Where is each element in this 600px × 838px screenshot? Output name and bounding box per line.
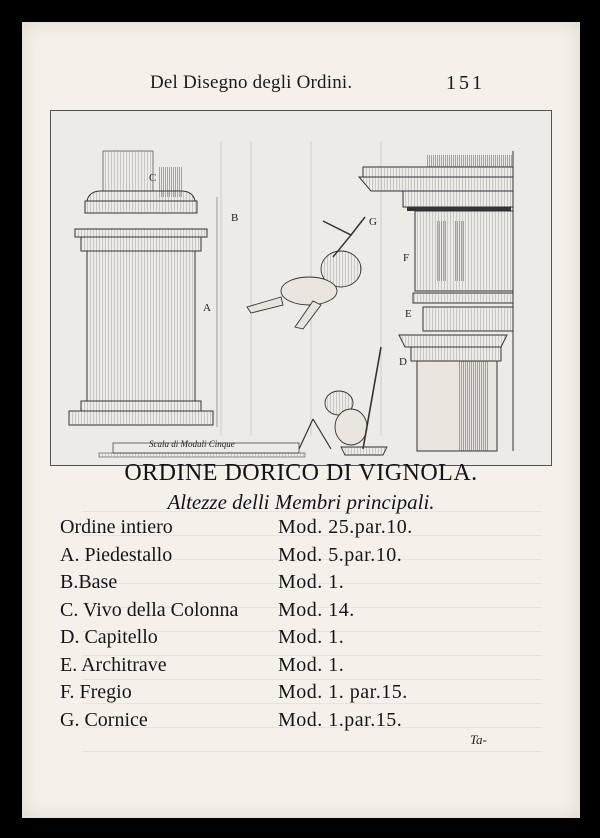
member-name: A. Piedestallo (60, 543, 173, 566)
member-measure: Mod. 25.par.10. (278, 516, 413, 538)
table-row (60, 654, 560, 682)
plate-letter-f: F (403, 252, 410, 264)
catchword: Ta- (470, 732, 487, 747)
flying-putto (247, 217, 365, 329)
member-name: C. Vivo della Colonna (60, 598, 239, 621)
table-row (60, 599, 560, 627)
plate-letter-d: D (399, 356, 407, 368)
member-measure: Mod. 14. (278, 598, 355, 621)
member-measure: Mod. 1. (278, 571, 345, 593)
table-row (60, 516, 560, 544)
pedestal-drawing (69, 151, 217, 427)
member-measure: Mod. 1. (278, 653, 345, 676)
book-page (22, 22, 580, 818)
member-name: F. Fregio (60, 681, 132, 703)
member-name: E. Architrave (60, 653, 167, 676)
member-measure: Mod. 1.par.15. (278, 708, 403, 731)
member-measure: Mod. 1. (278, 626, 345, 648)
table-row (60, 571, 560, 599)
table-row (60, 544, 560, 572)
member-name: B.Base (60, 571, 118, 593)
member-name: Ordine intiero (60, 516, 173, 538)
table-row (60, 626, 560, 654)
plate-letter-a: A (203, 302, 211, 314)
plate-letter-b: B (231, 212, 239, 224)
scale-label: Scala di Moduli Cinque (149, 439, 235, 449)
plate-letter-c-top: C (149, 172, 157, 184)
running-head: Del Disegno degli Ordini. (150, 72, 353, 93)
subtitle: Altezze delli Membri principali. (167, 490, 435, 514)
table-row (60, 681, 560, 709)
engraving-illustration (51, 111, 551, 465)
entablature-drawing (359, 151, 513, 451)
member-measure: Mod. 5.par.10. (278, 543, 403, 566)
member-name: G. Cornice (60, 708, 148, 731)
measurements-table (60, 516, 560, 736)
member-name: D. Capitello (60, 626, 158, 648)
plate-letter-e: E (405, 308, 412, 320)
order-title: ORDINE DORICO DI VIGNOLA. (124, 460, 478, 486)
page-number: 151 (446, 72, 485, 94)
engraved-plate (50, 110, 552, 466)
measuring-putto (299, 347, 387, 455)
member-measure: Mod. 1. par.15. (278, 681, 408, 703)
plate-letter-g: G (369, 216, 377, 228)
